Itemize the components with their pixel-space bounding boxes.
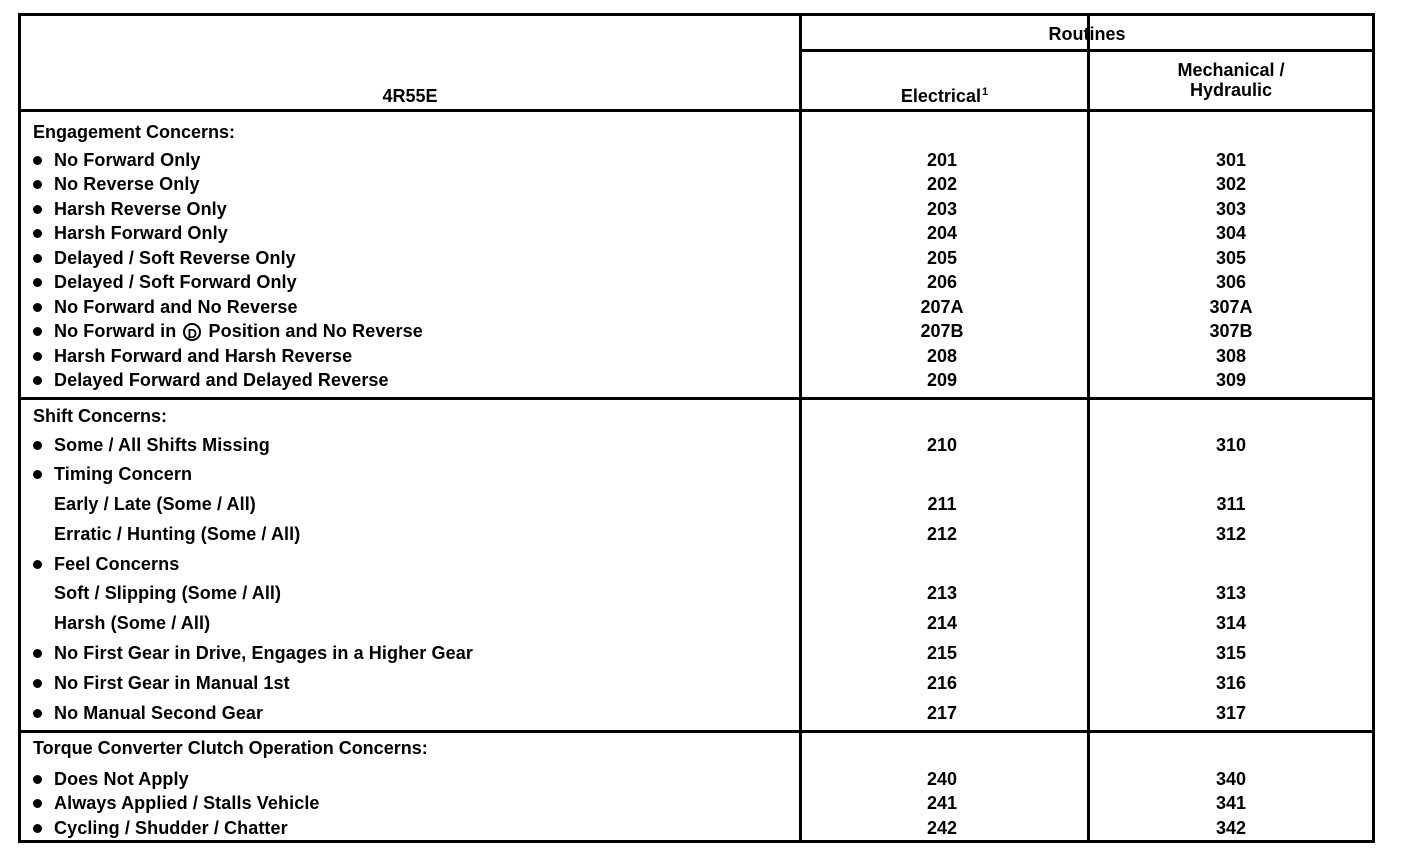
electrical-routine: 241 [926, 793, 958, 813]
row-label: No Reverse Only [54, 174, 200, 194]
table-row [21, 173, 1372, 197]
electrical-routine: 242 [926, 818, 958, 838]
routines-table [18, 13, 1375, 843]
mechanical-routine: 314 [1215, 613, 1247, 633]
electrical-routine: 205 [926, 248, 958, 268]
mechanical-routine: 305 [1215, 248, 1247, 268]
routines-header: Routines [1048, 24, 1126, 44]
electrical-routine: 214 [926, 613, 958, 633]
circled-d-icon: D [183, 323, 201, 341]
mechanical-routine: 310 [1215, 435, 1247, 455]
mechanical-routine: 341 [1215, 793, 1247, 813]
electrical-routine: 212 [926, 524, 958, 544]
electrical-routine: 203 [926, 199, 958, 219]
row-label: No Forward Only [54, 150, 201, 170]
bullet-icon [33, 470, 42, 479]
model-header: 4R55E [382, 86, 438, 106]
table-row [21, 320, 1372, 344]
mechanical-routine: 307B [1209, 321, 1253, 341]
mechanical-routine: 309 [1215, 370, 1247, 390]
table-row [21, 198, 1372, 222]
header-bottom-rule [21, 109, 1372, 112]
table-row [21, 768, 1372, 792]
electrical-routine: 207B [920, 321, 964, 341]
table-row [21, 463, 1372, 487]
table-row [21, 612, 1372, 636]
table-row [21, 817, 1372, 841]
electrical-routine: 204 [926, 223, 958, 243]
mechanical-routine: 312 [1215, 524, 1247, 544]
mechanical-routine: 301 [1215, 150, 1247, 170]
table-row [21, 493, 1372, 517]
table-row [21, 792, 1372, 816]
mechanical-routine: 316 [1215, 673, 1247, 693]
mechanical-routine: 342 [1215, 818, 1247, 838]
row-label: Delayed / Soft Reverse Only [54, 248, 296, 268]
table-row [21, 149, 1372, 173]
bullet-icon [33, 254, 42, 263]
table-row [21, 702, 1372, 726]
table-row [21, 523, 1372, 547]
bullet-icon [33, 352, 42, 361]
bullet-icon [33, 327, 42, 336]
table-row [21, 369, 1372, 393]
row-label: Delayed / Soft Forward Only [54, 272, 297, 292]
section-title: Engagement Concerns: [33, 122, 236, 142]
section-title: Shift Concerns: [33, 406, 168, 426]
bullet-icon [33, 229, 42, 238]
mechanical-header [1090, 60, 1372, 100]
electrical-header [802, 86, 1087, 109]
row-label: Harsh Forward Only [54, 223, 228, 243]
bullet-icon [33, 156, 42, 165]
bullet-icon [33, 303, 42, 312]
mechanical-routine: 315 [1215, 643, 1247, 663]
bullet-icon [33, 775, 42, 784]
bullet-icon [33, 679, 42, 688]
mechanical-routine: 317 [1215, 703, 1247, 723]
electrical-routine: 209 [926, 370, 958, 390]
table-row [21, 672, 1372, 696]
row-label: Delayed Forward and Delayed Reverse [54, 370, 389, 390]
electrical-routine: 216 [926, 673, 958, 693]
electrical-routine: 201 [926, 150, 958, 170]
table-row [21, 553, 1372, 577]
bullet-icon [33, 649, 42, 658]
row-label: Feel Concerns [54, 554, 180, 574]
electrical-routine: 202 [926, 174, 958, 194]
row-label: Some / All Shifts Missing [54, 435, 270, 455]
row-label: Harsh Forward and Harsh Reverse [54, 346, 353, 366]
bullet-icon [33, 560, 42, 569]
mechanical-routine: 308 [1215, 346, 1247, 366]
row-label: Cycling / Shudder / Chatter [54, 818, 288, 838]
section-divider [21, 397, 1372, 400]
mechanical-routine: 340 [1215, 769, 1247, 789]
row-label: Always Applied / Stalls Vehicle [54, 793, 320, 813]
section-divider [21, 730, 1372, 733]
row-label: Timing Concern [54, 464, 193, 484]
mechanical-routine: 313 [1215, 583, 1247, 603]
electrical-routine: 208 [926, 346, 958, 366]
electrical-routine: 206 [926, 272, 958, 292]
mechanical-routine: 306 [1215, 272, 1247, 292]
table-row [21, 434, 1372, 458]
row-label: No First Gear in Manual 1st [54, 673, 290, 693]
table-row [21, 271, 1372, 295]
table-row [21, 222, 1372, 246]
mechanical-routine: 307A [1209, 297, 1253, 317]
electrical-routine: 215 [926, 643, 958, 663]
mechanical-routine: 302 [1215, 174, 1247, 194]
table-row [21, 642, 1372, 666]
bullet-icon [33, 180, 42, 189]
electrical-header-text: Electrical [900, 86, 981, 106]
bullet-icon [33, 205, 42, 214]
row-label: Soft / Slipping (Some / All) [54, 583, 282, 603]
electrical-routine: 213 [926, 583, 958, 603]
electrical-routine: 211 [927, 494, 957, 514]
table-row [21, 345, 1372, 369]
row-label: Early / Late (Some / All) [54, 494, 256, 514]
electrical-routine: 210 [926, 435, 958, 455]
mechanical-header-line2: Hydraulic [1189, 80, 1273, 100]
mechanical-routine: 303 [1215, 199, 1247, 219]
mechanical-header-line1: Mechanical / [1177, 60, 1285, 80]
bullet-icon [33, 824, 42, 833]
section-title: Torque Converter Clutch Operation Concerns: [33, 738, 428, 758]
bullet-icon [33, 376, 42, 385]
electrical-routine: 240 [926, 769, 958, 789]
electrical-routine: 217 [926, 703, 958, 723]
bullet-icon [33, 441, 42, 450]
bullet-icon [33, 278, 42, 287]
row-label: Harsh Reverse Only [54, 199, 227, 219]
table-row [21, 582, 1372, 606]
row-label: No First Gear in Drive, Engages in a Higher Gear [54, 643, 473, 663]
bullet-icon [33, 799, 42, 808]
row-label: Does Not Apply [54, 769, 189, 789]
table-row [21, 296, 1372, 320]
row-label: No Forward in D Position and No Reverse [54, 321, 423, 342]
bullet-icon [33, 709, 42, 718]
electrical-routine: 207A [920, 297, 964, 317]
row-label: Erratic / Hunting (Some / All) [54, 524, 301, 544]
mechanical-routine: 304 [1215, 223, 1247, 243]
row-label: No Forward and No Reverse [54, 297, 298, 317]
row-label: No Manual Second Gear [54, 703, 264, 723]
mechanical-routine: 311 [1216, 494, 1246, 514]
header-divider [799, 49, 1372, 52]
row-label: Harsh (Some / All) [54, 613, 211, 633]
table-row [21, 247, 1372, 271]
footnote-marker: 1 [981, 86, 989, 98]
